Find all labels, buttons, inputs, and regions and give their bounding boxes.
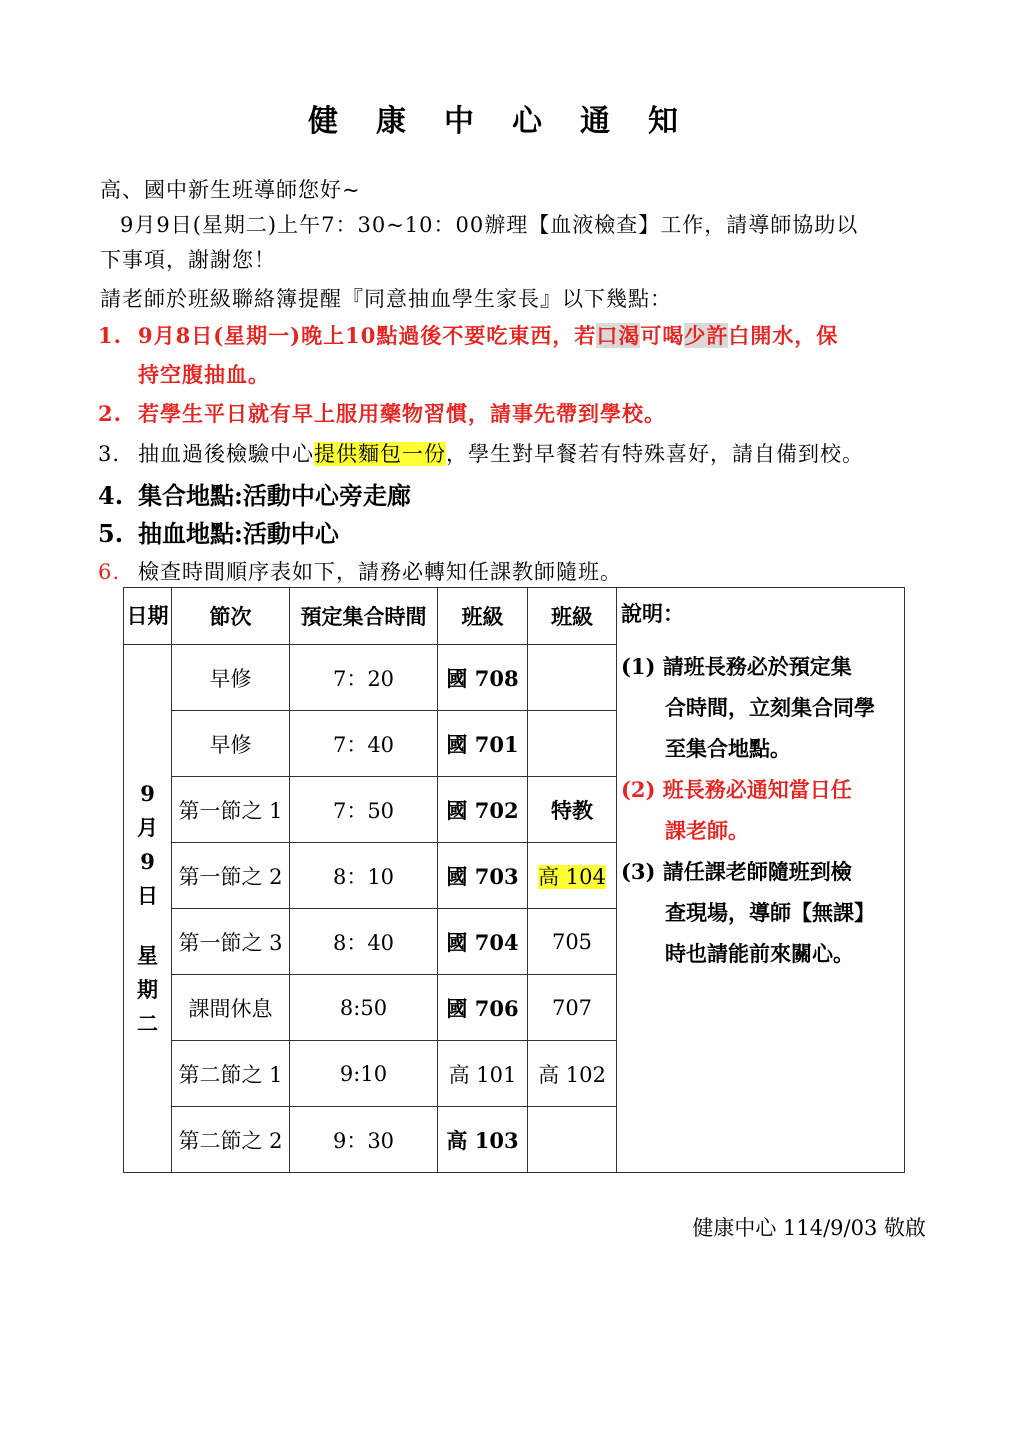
notes-heading: 說明： (621, 601, 684, 626)
period-cell: 課間休息 (172, 975, 290, 1041)
time-cell: 8：10 (290, 843, 438, 909)
item-text: 抽血過後檢驗中心 (138, 442, 314, 466)
note-text: (2) 班長務必通知當日任 (621, 777, 852, 802)
item-text: 9月8日(星期一)晚上10點過後不要吃東西，若 (138, 323, 597, 348)
header-date: 日期 (124, 588, 172, 645)
class-cell: 國 701 (438, 711, 528, 777)
list-item-2 (98, 398, 666, 428)
class-cell: 高 101 (438, 1041, 528, 1107)
period-cell: 第一節之 2 (172, 843, 290, 909)
class-cell: 特教 (528, 777, 617, 843)
note-text: 課老師。 (665, 818, 749, 843)
time-cell: 9:10 (290, 1041, 438, 1107)
greeting: 高、國中新生班導師您好~ (100, 178, 361, 202)
header-class-1: 班級 (438, 588, 528, 645)
notes-cell (617, 588, 905, 1173)
list-item-4 (98, 476, 411, 511)
note-bold: 合時間 (665, 695, 728, 720)
reminder-line: 請老師於班級聯絡簿提醒『同意抽血學生家長』以下幾點： (100, 287, 672, 311)
time-cell: 9：30 (290, 1107, 438, 1173)
note-text: (3) 請任課老師隨班到檢 (621, 859, 852, 884)
class-cell: 國 704 (438, 909, 528, 975)
class-cell (528, 1107, 617, 1173)
class-cell: 國 702 (438, 777, 528, 843)
item-number: 3. (98, 442, 121, 466)
intro-line-1: 9月9日(星期二)上午7：30~10：00辦理【血液檢查】工作，請導師協助以 (120, 213, 859, 237)
note-text: (1) 請班長務必於 (621, 654, 789, 679)
class-cell: 高 103 (438, 1107, 528, 1173)
class-cell-highlighted (528, 843, 617, 909)
item-text: ，學生對早餐若有特殊喜好，請自備到校。 (446, 442, 864, 466)
item-number: 2. (98, 401, 122, 426)
time-cell: 8:50 (290, 975, 438, 1041)
highlight-thirsty: 口渴 (596, 323, 641, 348)
period-cell: 第一節之 3 (172, 909, 290, 975)
date-spacer (124, 913, 171, 939)
time-cell: 7：20 (290, 645, 438, 711)
note-text: 至集合地點。 (665, 736, 791, 761)
page-title: 健康中心通知 (308, 104, 716, 139)
date-char: 9 (140, 780, 155, 806)
item-number: 5. (98, 519, 124, 548)
note-text: 查現場，導師【無課】 (665, 900, 875, 925)
period-cell: 第一節之 1 (172, 777, 290, 843)
highlight-class: 高 104 (538, 864, 606, 889)
list-item-3 (98, 438, 864, 468)
list-item-1 (98, 320, 838, 350)
list-item-6 (98, 556, 622, 586)
intro-line-2: 下事項，謝謝您！ (100, 248, 276, 272)
class-cell: 707 (528, 975, 617, 1041)
item-text: 可喝 (640, 323, 685, 348)
note-1 (621, 646, 904, 769)
date-char: 二 (137, 1010, 158, 1036)
class-cell: 高 102 (528, 1041, 617, 1107)
date-char: 期 (137, 976, 158, 1002)
date-cell (124, 645, 172, 1173)
table-header-row (124, 588, 905, 645)
schedule-table (123, 587, 905, 1173)
class-cell: 705 (528, 909, 617, 975)
class-cell (528, 711, 617, 777)
item-number: 4. (98, 481, 124, 510)
note-3 (621, 851, 904, 974)
highlight-bread: 提供麵包一份 (314, 442, 446, 466)
item-text: 若學生平日就有早上服用藥物習慣，請事先帶到學校。 (138, 401, 666, 426)
class-cell: 國 703 (438, 843, 528, 909)
header-time: 預定集合時間 (290, 588, 438, 645)
item-number: 1. (98, 323, 122, 348)
item-text: 白開水，保 (728, 323, 839, 348)
time-cell: 7：40 (290, 711, 438, 777)
note-2 (621, 769, 904, 851)
period-cell: 第二節之 1 (172, 1041, 290, 1107)
item-text: 集合地點:活動中心旁走廊 (138, 481, 411, 510)
item-text: 抽血地點:活動中心 (138, 519, 339, 548)
header-period: 節次 (172, 588, 290, 645)
class-cell: 國 708 (438, 645, 528, 711)
date-char: 日 (137, 882, 158, 908)
period-cell: 早修 (172, 711, 290, 777)
time-cell: 7：50 (290, 777, 438, 843)
period-cell: 早修 (172, 645, 290, 711)
item-number: 6. (98, 560, 121, 584)
date-char: 星 (137, 942, 158, 968)
note-text: 時也請能前來關心。 (665, 941, 854, 966)
signoff: 健康中心 114/9/03 敬啟 (692, 1216, 926, 1240)
list-item-5 (98, 514, 339, 549)
time-cell: 8：40 (290, 909, 438, 975)
class-cell: 國 706 (438, 975, 528, 1041)
item-text: 檢查時間順序表如下，請務必轉知任課教師隨班。 (138, 560, 622, 584)
class-cell (528, 645, 617, 711)
period-cell: 第二節之 2 (172, 1107, 290, 1173)
header-class-2: 班級 (528, 588, 617, 645)
list-item-1-continued: 持空腹抽血。 (138, 362, 270, 387)
date-char: 9 (140, 848, 155, 874)
note-text: ，立刻集合同學 (728, 695, 875, 720)
highlight-little: 少許 (684, 323, 729, 348)
date-char: 月 (137, 814, 158, 840)
note-bold: 預定集 (788, 654, 852, 679)
